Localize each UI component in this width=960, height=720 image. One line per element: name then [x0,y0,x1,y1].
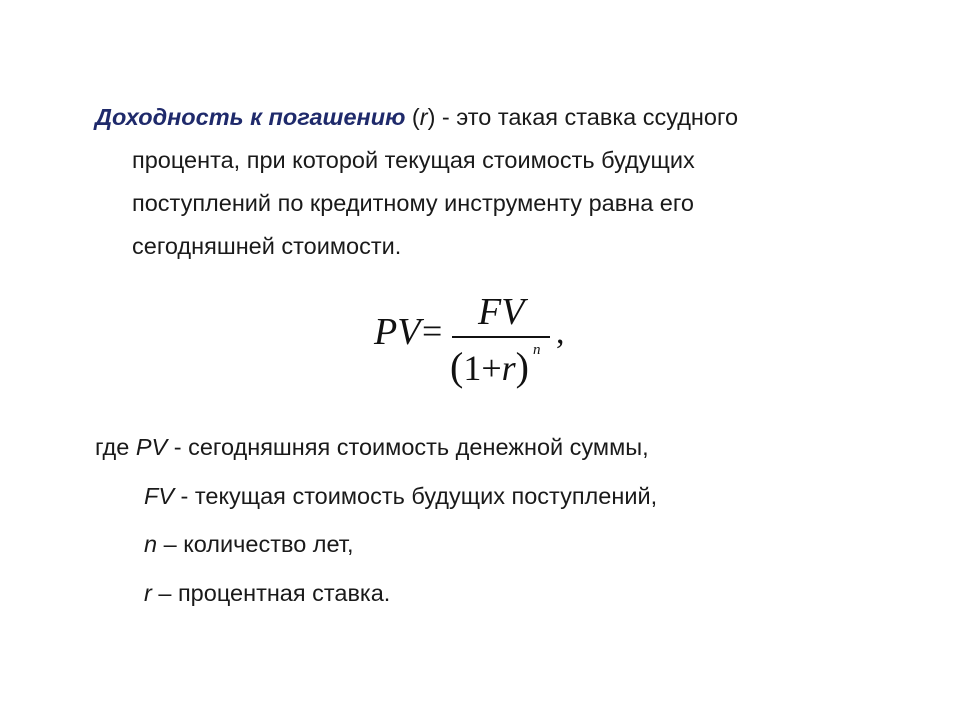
definition-symbol: r [419,104,428,130]
legend-row [95,520,855,569]
definition-line-1 [95,96,855,139]
definition-open-paren: ( [405,104,420,130]
formula-denominator [450,343,529,390]
legend-symbol: r [144,579,152,606]
legend-intro: где [95,434,136,460]
legend-symbol: FV [144,482,175,509]
legend-text: – процентная ставка. [151,579,391,606]
legend-symbol: PV [135,434,168,460]
formula-equals: = [422,311,443,351]
legend-row [95,569,855,618]
formula-plus: + [481,348,502,388]
definition-text-1: ) - это такая ставка ссудного [427,104,739,130]
legend [95,423,855,617]
definition-term: Доходность к погашению [95,104,406,130]
legend-row [95,472,855,521]
formula-close-paren: ) [515,344,529,389]
legend-text: - сегодняшняя стоимость денежной суммы, [167,434,649,460]
formula-exponent: n [533,342,541,358]
formula-open-paren: ( [450,344,464,389]
definition-line-2: процента, при которой текущая стоимость будущих [132,147,695,173]
formula-lhs: PV [374,311,421,353]
legend-text: - текущая стоимость будущих поступлений, [174,482,658,509]
legend-row [95,423,855,472]
formula-one: 1 [463,348,482,388]
fraction-bar [452,336,550,338]
formula-comma: , [556,314,565,351]
definition-line-4: сегодняшней стоимости. [132,233,402,259]
legend-symbol: n [144,531,158,557]
formula-numerator: FV [478,291,525,333]
definition-paragraph [95,96,855,268]
legend-text: – количество лет, [157,531,354,557]
definition-line-3: поступлений по кредитному инструменту равна его [132,190,694,216]
formula-rate: r [501,348,516,388]
pv-formula [370,288,590,398]
